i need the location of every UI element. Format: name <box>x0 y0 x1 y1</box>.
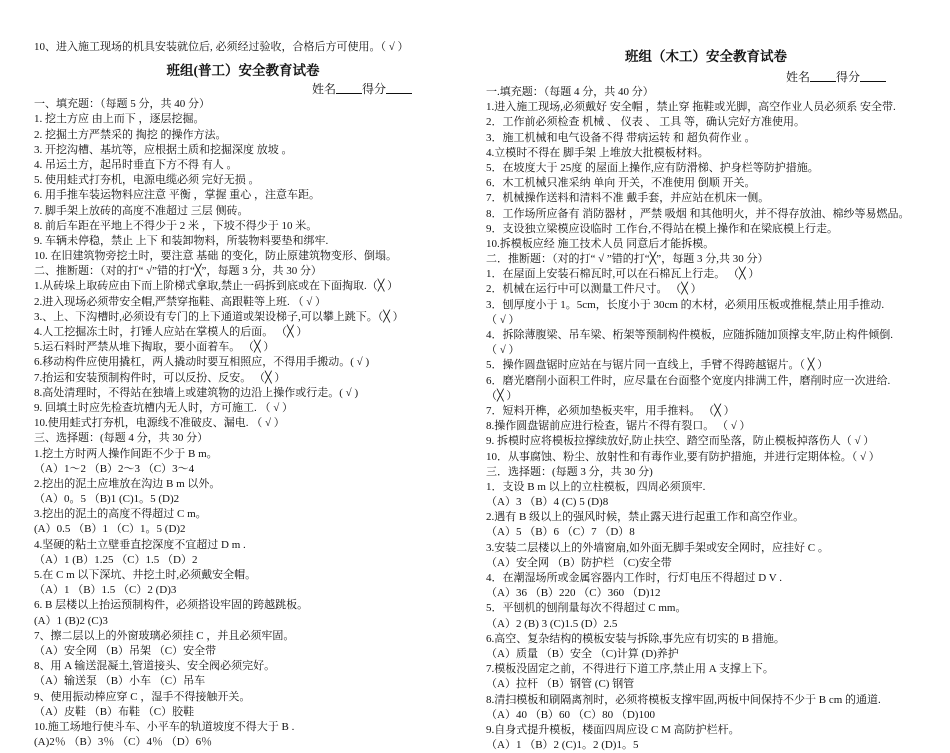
exam-line: 2. 挖掘土方严禁采的 掏挖 的操作方法。 <box>34 128 227 141</box>
exam-line: 1.进入施工现场,必须戴好 安全帽 ，禁止穿 拖鞋或光脚，高空作业人员必须系 安全带. <box>486 101 896 114</box>
exam-line: 2.进入现场必须带安全帽,严禁穿拖鞋、高跟鞋等上班. （ √ ） <box>34 295 327 308</box>
exam-line: 8.操作圆盘锯前应进行检查，锯片不得有裂口。 （ √ ） <box>486 420 751 433</box>
score-blank <box>860 70 886 82</box>
exam-line: （ √ ） <box>486 313 520 326</box>
exam-line: 3.安装二层楼以上的外墙窗扇,如外面无脚手架或安全网时，应挂好 C 。 <box>486 541 829 554</box>
exam-line: 4.立模时不得在 脚手架 上堆放大批模板材料。 <box>486 146 709 159</box>
exam-line: 1.挖土方时两人操作间距不少于 B m。 <box>34 447 218 460</box>
exam-line: 6. B 层楼以上抬运预制构件，必须搭设牢固的跨越跳板。 <box>34 599 309 612</box>
exam-line: （╳ ） <box>486 389 518 402</box>
exam-line: （A）36 （B）220 （C）360 （D)12 <box>486 587 661 600</box>
exam-line: 一、填充题：（每题 5 分，共 40 分） <box>34 98 210 111</box>
score-label: 得分 <box>835 70 860 84</box>
exam-title-carpenter: 班组（木工）安全教育试卷 <box>625 49 787 64</box>
exam-line: (A）1 (B)2 (C)3 <box>34 614 108 627</box>
name-blank <box>810 70 836 82</box>
exam-line: （A）拉杆 （B）钢管 (C) 钢管 <box>486 678 635 691</box>
exam-line: 5．在坡度大于 25度 的屋面上操作,应有防滑梯、护身栏等防护措施。 <box>486 161 819 174</box>
exam-line: 9、使用振动棒应穿 C ，湿手不得接触开关。 <box>34 690 251 703</box>
exam-line: 2.挖出的泥土应堆放在沟边 B m 以外。 <box>34 477 221 490</box>
exam-line: 5.运石料时严禁从堆下掏取，要小面着车。 （╳ ） <box>34 341 275 354</box>
exam-line: 5．平刨机的刨削量每次不得超过 C mm。 <box>486 602 687 615</box>
exam-line: 1．在屋面上安装石棉瓦时,可以在石棉瓦上行走。 （╳ ） <box>486 268 760 281</box>
exam-line: 4．拆除薄腹梁、吊车梁、桁架等预制构件模板，应随拆随加顶撑支牢,防止构件倾倒. <box>486 329 893 341</box>
exam-line: 9．支设独立梁模应设临时 工作台,不得站在模上操作和在梁底模上行走。 <box>486 222 838 235</box>
exam-line: 3. 开挖沟槽、基坑等，应根据土质和挖掘深度 放坡 。 <box>34 143 293 156</box>
name-score-row <box>34 81 452 97</box>
exam-line: 3．刨厚度小于 1。5cm，长度小于 30cm 的木材，必须用压板或推棍,禁止用手推动. <box>486 298 885 311</box>
exam-line: （A）0。5 （B)1 (C)1。5 (D)2 <box>34 493 180 506</box>
exam-line: 7. 脚手架上放砖的高度不准超过 三层 侧砖。 <box>34 204 249 217</box>
exam-line: 一.填充题：（每题 4 分，共 40 分） <box>486 86 654 98</box>
exam-line: 10.拆模板应经 施工技术人员 同意后才能拆模。 <box>486 237 715 250</box>
exam-line: 10.施工场地行使斗车、小平车的轨道坡度不得大于 B . <box>34 720 295 733</box>
exam-line: 8．工作场所应备有 消防器材 ，严禁 吸烟 和其他明火，并不得存放油、棉纱等易燃品。 <box>486 207 910 220</box>
exam-line: （A）1 (B）1.25 （C）1.5 （D）2 <box>34 553 198 566</box>
exam-line: 7、擦二层以上的外窗玻璃必须挂 C ，并且必须牢固。 <box>34 629 295 642</box>
exam-line: （A）40 （B）60 （C）80 （D)100 <box>486 708 655 721</box>
exam-line: 1. 挖土方应 由上而下 ，逐层挖掘。 <box>34 113 205 126</box>
exam-line: （A）1 （B）2 (C)1。2 (D)1。5 <box>486 739 639 752</box>
exam-line: 3.挖出的泥土的高度不得超过 C m。 <box>34 508 207 521</box>
exam-line: 8.高处清理时，不得站在独墙上或建筑物的边沿上操作或行走。( √ ) <box>34 386 359 399</box>
exam-title-general: 班组(普工）安全教育试卷 <box>166 63 320 79</box>
right-exam-column <box>486 0 926 753</box>
exam-line: 4. 吊运土方，起吊时垂直下方不得 有人 。 <box>34 158 238 171</box>
exam-line: 3．施工机械和电气设备不得 带病运转 和 超负荷作业 。 <box>486 131 756 144</box>
score-blank <box>386 82 412 94</box>
exam-line: 2．机械在运行中可以测量工件尺寸。 （╳ ） <box>486 283 702 296</box>
exam-line: 10. 在旧建筑物旁挖土时，要注意 基础 的变化，防止原建筑物变形、倒塌。 <box>34 250 397 263</box>
exam-line: （A）1 （B）1.5 （C）2 (D)3 <box>34 584 177 597</box>
exam-lines-carpenter <box>486 85 926 753</box>
exam-line: 7．机械操作送料和清料不准 戴手套，并应站在机床一侧。 <box>486 192 770 205</box>
name-label: 姓名 <box>311 82 336 97</box>
exam-line: 10．从事腐蚀、粉尘、放射性和有毒作业,要有防护措施，并进行定期体检。（ √ ） <box>486 450 880 463</box>
exam-line: （A）3 （B）4 (C) 5 (D)8 <box>486 496 609 509</box>
exam-line: 二．推断题：（对的打“ √ ”错的打“╳”，每题 3 分,共 30 分） <box>486 253 769 266</box>
exam-line: （A）皮鞋 （B）布鞋 （C）胶鞋 <box>34 705 195 718</box>
exam-line: 6．磨光磨削小面积工件时，应尽量在台面整个宽度内排满工件，磨削时应一次进给. <box>486 374 891 387</box>
exam-line: 4．在潮湿场所或金属容器内工作时，行灯电压不得超过 D V . <box>486 572 782 584</box>
exam-line: （A）输送泵 （B）小车 （C）吊车 <box>34 675 206 688</box>
exam-line: 二、推断题：（对的打“ √”错的打“╳”，每题 3 分，共 30 分） <box>34 265 322 278</box>
exam-line: 1．支设 B m 以上的立柱模板，四周必须顶牢. <box>486 480 706 493</box>
exam-line: 9. 车辆未停稳，禁止 上下 和装卸物料，所装物料要垫和绑牢. <box>34 234 329 247</box>
exam-line: 2.遇有 B 级以上的强风时候，禁止露天进行起重工作和高空作业。 <box>486 511 805 524</box>
left-exam-column <box>34 0 452 750</box>
exam-line: （A）1～2 （B）2～3 （C）3～4 <box>34 462 195 475</box>
exam-line: 1.从砖垛上取砖应由下而上阶梯式拿取,禁止一码拆到底或在下面掏取.（╳ ） <box>34 280 399 293</box>
exam-line: 8.清扫模板和刷隔离剂时，必须将模板支撑牢固,两板中间保持不少于 B cm 的通道. <box>486 693 881 706</box>
name-label: 姓名 <box>785 70 810 84</box>
score-label: 得分 <box>361 82 386 97</box>
exam-line: 5.在 C m 以下深坑、井挖土时,必须戴安全帽。 <box>34 569 257 581</box>
exam-line: 5．操作圆盘锯时应站在与锯片同一直线上，手臂不得跨越锯片。（ ╳ ） <box>486 359 829 372</box>
exam-line: 9. 回填土时应先检查坑槽内无人时，方可施工. （ √ ） <box>34 401 294 414</box>
exam-line: 6．木工机械只准采纳 单向 开关，不准使用 倒顺 开关。 <box>486 177 756 190</box>
exam-line: (A)2％ （B）3％ （C）4％ （D）6％ <box>34 736 213 749</box>
exam-line: （A）安全网 （B）防护栏 （C)安全带 <box>486 556 672 569</box>
exam-line: (A）0.5 （B）1 （C）1。5 (D)2 <box>34 523 186 536</box>
exam-line: 6.移动构件应使用撬杠，两人撬动时要互相照应，不得用手搬动。( √ ) <box>34 356 370 369</box>
exam-line: 6. 用手推车装运物料应注意 平衡 ，掌握 重心 ，注意车距。 <box>34 189 320 202</box>
exam-line: （A）质量 （B）安全 （C)计算 (D)养护 <box>486 647 679 660</box>
exam-line: 3.、上、下沟槽时,必须设有专门的上下通道或架设梯子,可以攀上跳下。（╳ ） <box>34 310 404 323</box>
exam-line: （A）2 (B) 3 (C)1.5 (D）2.5 <box>486 617 618 630</box>
exam-line: 4.人工挖掘冻土时，打锤人应站在掌模人的后面。 （╳ ） <box>34 326 308 338</box>
exam-lines-general <box>34 97 452 750</box>
name-blank <box>336 82 362 94</box>
exam-line: 7．短料开榫，必须加垫板夹牢，用手推料。 （╳ ） <box>486 404 735 417</box>
exam-line: 8、用 A 输送混凝土,管道接头、安全阀必须完好。 <box>34 660 276 673</box>
exam-line: 5. 使用蛙式打夯机，电源电缆必须 完好无损 。 <box>34 174 260 187</box>
exam-line: 10.使用蛙式打夯机，电源线不准破皮、漏电. （ √ ） <box>34 417 285 430</box>
exam-line: 8. 前后车距在平地上不得少于 2 米 ，下坡不得少于 10 米。 <box>34 219 318 232</box>
exam-line: （A）安全网 （B）吊架 （C）安全带 <box>34 644 217 657</box>
exam-line: （ √ ） <box>486 344 520 357</box>
exam-line: 三、选择题：(每题 4 分，共 30 分） <box>34 432 209 445</box>
exam-line: 7.模板没固定之前，不得进行下道工序,禁止用 A 支撑上下。 <box>486 663 774 676</box>
exam-line: 9. 拆模时应将模板拉撑续放好,防止扶空、踏空而坠落，防止模板掉落伤人（ √ ） <box>486 435 875 448</box>
exam-line: 9.自身式提升模板，楼面四周应设 C M 高防护栏杆。 <box>486 723 740 736</box>
exam-line: （A）5 （B）6 （C）7 （D）8 <box>486 526 635 539</box>
carryover-question-line: 10、进入施工现场的机具安装就位后, 必须经过验收，合格后方可使用。（ √ ） <box>34 41 409 53</box>
name-score-row <box>486 69 926 85</box>
exam-line: 2．工作前必须检查 机械 、 仪表 、 工具 等，确认完好方准使用。 <box>486 116 805 129</box>
exam-line: 7.抬运和安装预制构件时，可以反扮、反安。 （╳ ） <box>34 371 286 384</box>
exam-line: 三．选择题：(每题 3 分，共 30 分) <box>486 465 653 478</box>
exam-line: 4.坚硬的粘土立壁垂直挖深度不宜超过 D m . <box>34 538 246 551</box>
exam-line: 6.高空、复杂结构的模板安装与拆除,事先应有切实的 B 措施。 <box>486 632 785 645</box>
